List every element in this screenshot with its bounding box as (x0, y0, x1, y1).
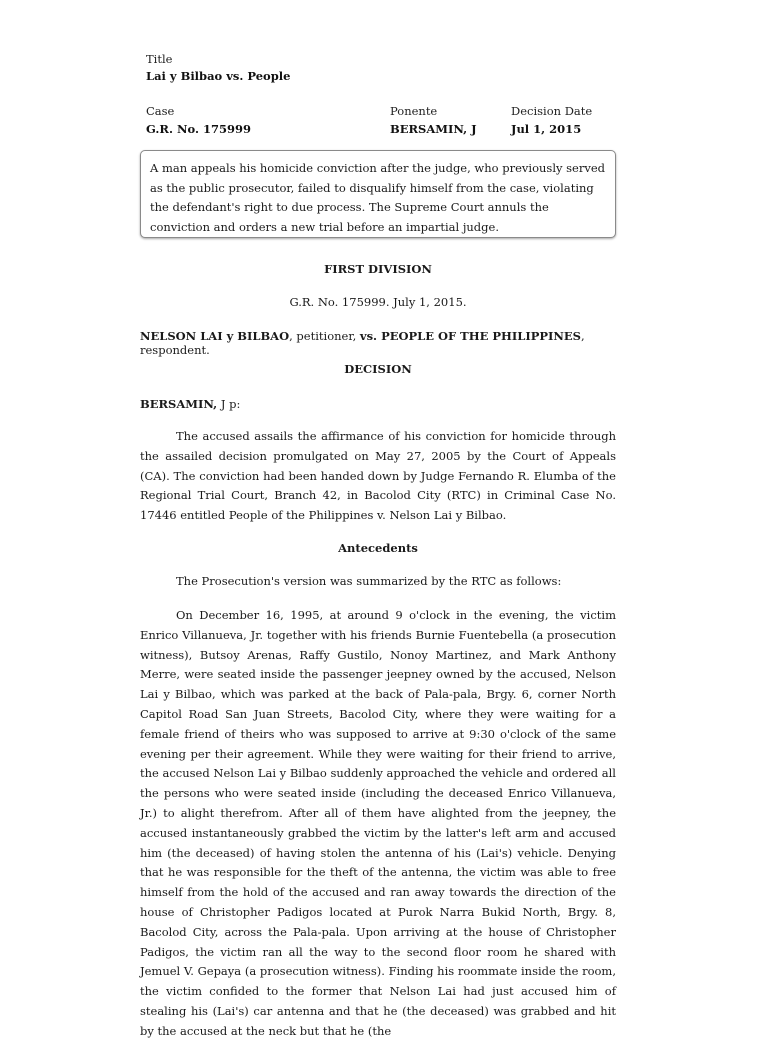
ponente-label: Ponente (390, 104, 438, 118)
parties-line (140, 329, 616, 357)
petitioner-name: NELSON LAI y BILBAO (140, 329, 290, 343)
title-value: Lai y Bilbao vs. People (146, 69, 291, 83)
respondent-name: PEOPLE OF THE PHILIPPINES (377, 329, 581, 343)
paragraph-3: On December 16, 1995, at around 9 o'clock in the evening, the victim Enrico Villanueva, Jr. together with his friends Burnie Fuentebella (a prosecution witness), Butsoy Arenas, Raffy Gustilo, Nonoy Martinez, and Mark Anthony Merre, were seated inside the passenger jeepney owned by the accused, Nelson Lai y Bilbao, which was parked at the back of Pala-pala, Brgy. 6, corner North Capitol Road San Juan Streets, Bacolod City, where they were waiting for a female friend of theirs who was supposed to arrive at 9:30 o'clock of the same evening per their agreement. While they were waiting for their friend to arrive, the accused Nelson Lai y Bilbao suddenly approached the vehicle and ordered all the persons who were seated inside (including the deceased Enrico Villanueva, Jr.) to alight therefrom. After all of them have alighted from the jeepney, the accused instantaneously grabbed the victim by the latter's left arm and accused him (the deceased) of having stolen the antenna of his (Lai's) vehicle. Denying that he was responsible for the theft of the antenna, the victim was able to free himself from the hold of the accused and ran away towards the direction of the house of Christopher Padigos located at Purok Narra Bukid North, Brgy. 8, Bacolod City, across the Pala-pala. Upon arriving at the house of Christopher Padigos, the victim ran all the way to the second floor room he shared with Jemuel V. Gepaya (a prosecution witness). Finding his roommate inside the room, the victim confided to the former that Nelson Lai had just accused him of stealing his (Lai's) car antenna and that he (the deceased) was grabbed and hit by the accused at the neck but that he (the (140, 608, 616, 1038)
decision-date-label: Decision Date (511, 104, 593, 118)
case-label: Case (146, 104, 175, 118)
vs-text: vs. (359, 329, 378, 343)
decision-heading: DECISION (344, 362, 412, 376)
antecedents-heading: Antecedents (338, 541, 418, 555)
case-summary-box: A man appeals his homicide conviction after the judge, who previously served as the public prosecutor, failed to disqualify himself from the case, violating the defendant's right to due process. The Supreme Court annuls the conviction and orders a new trial before an impartial judge. (140, 150, 616, 238)
title-label: Title (146, 52, 173, 66)
ponente-value: BERSAMIN, J (390, 122, 477, 136)
ponente-line (140, 397, 240, 411)
paragraph-2: The Prosecution's version was summarized by the RTC as follows: (176, 574, 562, 588)
respondent-suffix: , respondent. (140, 329, 585, 357)
gr-number-line: G.R. No. 175999. July 1, 2015. (289, 295, 467, 309)
case-value: G.R. No. 175999 (146, 122, 251, 136)
judge-suffix: J p: (217, 397, 241, 411)
division-heading: FIRST DIVISION (324, 262, 432, 276)
petitioner-suffix: , petitioner, (289, 329, 360, 343)
paragraph-1: The accused assails the affirmance of his conviction for homicide through the assailed decision promulgated on May 27, 2005 by the Court of Appeals (CA). The conviction had been handed down by Judge Fernando R. Elumba of the Regional Trial Court, Branch 42, in Bacolod City (RTC) in Criminal Case No. 17446 entitled People of the Philippines v. Nelson Lai y Bilbao. (140, 429, 616, 523)
judge-name: BERSAMIN, (140, 397, 218, 411)
decision-date-value: Jul 1, 2015 (511, 122, 582, 136)
